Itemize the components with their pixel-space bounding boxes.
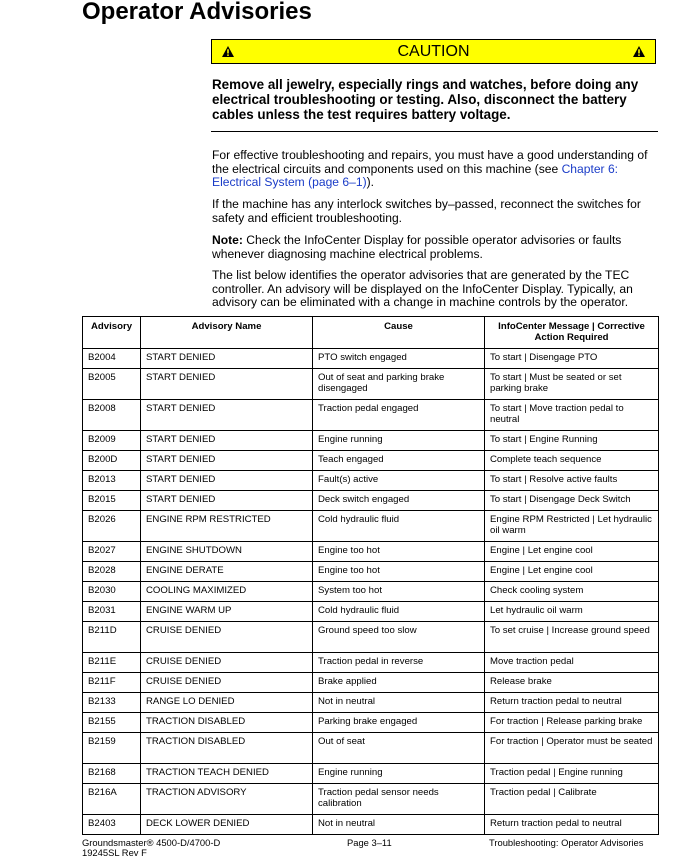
advisory-cause: Not in neutral	[313, 815, 485, 835]
advisory-cause: Parking brake engaged	[313, 713, 485, 733]
table-row	[83, 733, 659, 764]
advisory-cause: Out of seat	[313, 733, 485, 764]
advisory-name: START DENIED	[141, 369, 313, 400]
advisory-message: For traction | Release parking brake	[485, 713, 659, 733]
advisory-name: START DENIED	[141, 349, 313, 369]
advisory-message: To start | Disengage PTO	[485, 349, 659, 369]
caution-banner	[211, 39, 656, 64]
header-cause: Cause	[313, 317, 485, 349]
footer-part-number: 19245SL Rev F	[82, 847, 147, 858]
note-text: Check the InfoCenter Display for possible operator advisories or faults whenever diagnosing machine electrical problems.	[212, 233, 622, 261]
table-row	[83, 784, 659, 815]
advisory-cause: Teach engaged	[313, 451, 485, 471]
advisory-code: B2027	[83, 542, 141, 562]
advisory-code: B2005	[83, 369, 141, 400]
advisory-code: B2028	[83, 562, 141, 582]
advisory-cause: Cold hydraulic fluid	[313, 511, 485, 542]
advisory-name: CRUISE DENIED	[141, 653, 313, 673]
advisory-code: B2168	[83, 764, 141, 784]
advisory-code: B2403	[83, 815, 141, 835]
table-row	[83, 369, 659, 400]
advisory-name: TRACTION DISABLED	[141, 733, 313, 764]
advisory-code: B2004	[83, 349, 141, 369]
advisory-cause: Out of seat and parking brake disengaged	[313, 369, 485, 400]
advisory-name: START DENIED	[141, 400, 313, 431]
table-row	[83, 542, 659, 562]
caution-text: Remove all jewelry, especially rings and watches, before doing any electrical troubleshooting or testing. Also, disconnect the battery cables unless the test requires battery voltage.	[212, 77, 639, 122]
advisory-code: B211E	[83, 653, 141, 673]
advisory-message: Return traction pedal to neutral	[485, 693, 659, 713]
note-paragraph	[212, 234, 662, 261]
table-row	[83, 511, 659, 542]
advisory-message: Check cooling system	[485, 582, 659, 602]
advisory-message: To set cruise | Increase ground speed	[485, 622, 659, 653]
advisory-code: B2015	[83, 491, 141, 511]
footer-section: Troubleshooting: Operator Advisories	[489, 837, 644, 848]
table-row	[83, 400, 659, 431]
advisory-code: B211F	[83, 673, 141, 693]
table-row	[83, 349, 659, 369]
table-row	[83, 764, 659, 784]
advisory-cause: System too hot	[313, 582, 485, 602]
advisory-cause: Cold hydraulic fluid	[313, 602, 485, 622]
table-row	[83, 491, 659, 511]
advisory-name: START DENIED	[141, 491, 313, 511]
advisory-message: To start | Disengage Deck Switch	[485, 491, 659, 511]
table-header-row	[83, 317, 659, 349]
advisory-intro-paragraph: The list below identifies the operator advisories that are generated by the TEC controller. An advisory will be displayed on the InfoCenter Display. Typically, an advisory can be eliminated with a change in machine controls by the operator.	[212, 268, 633, 309]
table-row	[83, 815, 659, 835]
advisory-cause: Traction pedal engaged	[313, 400, 485, 431]
advisory-code: B2013	[83, 471, 141, 491]
advisory-name: START DENIED	[141, 471, 313, 491]
advisory-name: ENGINE DERATE	[141, 562, 313, 582]
note-label: Note:	[212, 233, 243, 247]
table-row	[83, 451, 659, 471]
advisory-name: CRUISE DENIED	[141, 673, 313, 693]
advisory-code: B211D	[83, 622, 141, 653]
advisory-message: Traction pedal | Calibrate	[485, 784, 659, 815]
table-row	[83, 653, 659, 673]
advisory-code: B2030	[83, 582, 141, 602]
advisory-cause: Engine running	[313, 431, 485, 451]
advisory-code: B2026	[83, 511, 141, 542]
divider	[211, 131, 658, 132]
advisory-name: CRUISE DENIED	[141, 622, 313, 653]
advisory-code: B2031	[83, 602, 141, 622]
table-row	[83, 602, 659, 622]
advisory-message: To start | Move traction pedal to neutral	[485, 400, 659, 431]
advisory-cause: Engine too hot	[313, 562, 485, 582]
advisory-message: Engine | Let engine cool	[485, 562, 659, 582]
table-row	[83, 713, 659, 733]
intro-text-end: ).	[366, 175, 374, 189]
advisory-name: ENGINE SHUTDOWN	[141, 542, 313, 562]
advisory-cause: Traction pedal in reverse	[313, 653, 485, 673]
advisory-code: B2133	[83, 693, 141, 713]
chapter-6-link[interactable]: Chapter 6: Electrical System (page 6–1)	[212, 161, 619, 189]
table-row	[83, 582, 659, 602]
advisory-name: RANGE LO DENIED	[141, 693, 313, 713]
table-row	[83, 471, 659, 491]
table-row	[83, 562, 659, 582]
advisory-message: Engine | Let engine cool	[485, 542, 659, 562]
interlock-paragraph: If the machine has any interlock switches by–passed, reconnect the switches for safety and efficient troubleshooting.	[212, 197, 641, 225]
advisory-name: COOLING MAXIMIZED	[141, 582, 313, 602]
advisory-cause: Traction pedal sensor needs calibration	[313, 784, 485, 815]
advisory-code: B200D	[83, 451, 141, 471]
advisory-code: B2159	[83, 733, 141, 764]
advisory-name: TRACTION DISABLED	[141, 713, 313, 733]
advisory-message: Release brake	[485, 673, 659, 693]
intro-paragraph	[212, 149, 662, 190]
table-row	[83, 622, 659, 653]
advisory-message: Return traction pedal to neutral	[485, 815, 659, 835]
advisory-code: B2009	[83, 431, 141, 451]
advisory-name: START DENIED	[141, 451, 313, 471]
header-infocenter-message: InfoCenter Message | Corrective Action Required	[485, 317, 659, 349]
table-row	[83, 693, 659, 713]
header-advisory: Advisory	[83, 317, 141, 349]
advisory-message: To start | Engine Running	[485, 431, 659, 451]
advisory-name: DECK LOWER DENIED	[141, 815, 313, 835]
advisory-message: Complete teach sequence	[485, 451, 659, 471]
advisory-cause: Deck switch engaged	[313, 491, 485, 511]
footer-model	[82, 838, 220, 858]
advisory-name: TRACTION ADVISORY	[141, 784, 313, 815]
advisory-cause: Fault(s) active	[313, 471, 485, 491]
advisory-name: TRACTION TEACH DENIED	[141, 764, 313, 784]
advisory-cause: Brake applied	[313, 673, 485, 693]
footer-page-number: Page 3–11	[347, 837, 392, 848]
warning-triangle-icon	[633, 46, 645, 57]
advisory-name: START DENIED	[141, 431, 313, 451]
caution-heading: CAUTION	[397, 43, 470, 60]
advisory-message: To start | Must be seated or set parking brake	[485, 369, 659, 400]
advisory-code: B2155	[83, 713, 141, 733]
advisory-message: To start | Resolve active faults	[485, 471, 659, 491]
footer-model-name: Groundsmaster® 4500-D/4700-D	[82, 837, 221, 848]
advisory-cause: Engine too hot	[313, 542, 485, 562]
advisory-cause: Engine running	[313, 764, 485, 784]
header-advisory-name: Advisory Name	[141, 317, 313, 349]
advisory-code: B2008	[83, 400, 141, 431]
page-title: Operator Advisories	[82, 0, 312, 25]
advisory-name: ENGINE RPM RESTRICTED	[141, 511, 313, 542]
advisory-cause: PTO switch engaged	[313, 349, 485, 369]
advisory-code: B216A	[83, 784, 141, 815]
advisory-message: Engine RPM Restricted | Let hydraulic oil warm	[485, 511, 659, 542]
intro-text: For effective troubleshooting and repairs, you must have a good understanding of the electrical circuits and components used on this machine (see	[212, 148, 648, 176]
advisory-message: Let hydraulic oil warm	[485, 602, 659, 622]
advisory-message: Traction pedal | Engine running	[485, 764, 659, 784]
table-row	[83, 431, 659, 451]
advisory-cause: Ground speed too slow	[313, 622, 485, 653]
table-row	[83, 673, 659, 693]
advisory-table	[82, 316, 659, 835]
advisory-message: For traction | Operator must be seated	[485, 733, 659, 764]
advisory-message: Move traction pedal	[485, 653, 659, 673]
advisory-name: ENGINE WARM UP	[141, 602, 313, 622]
advisory-cause: Not in neutral	[313, 693, 485, 713]
